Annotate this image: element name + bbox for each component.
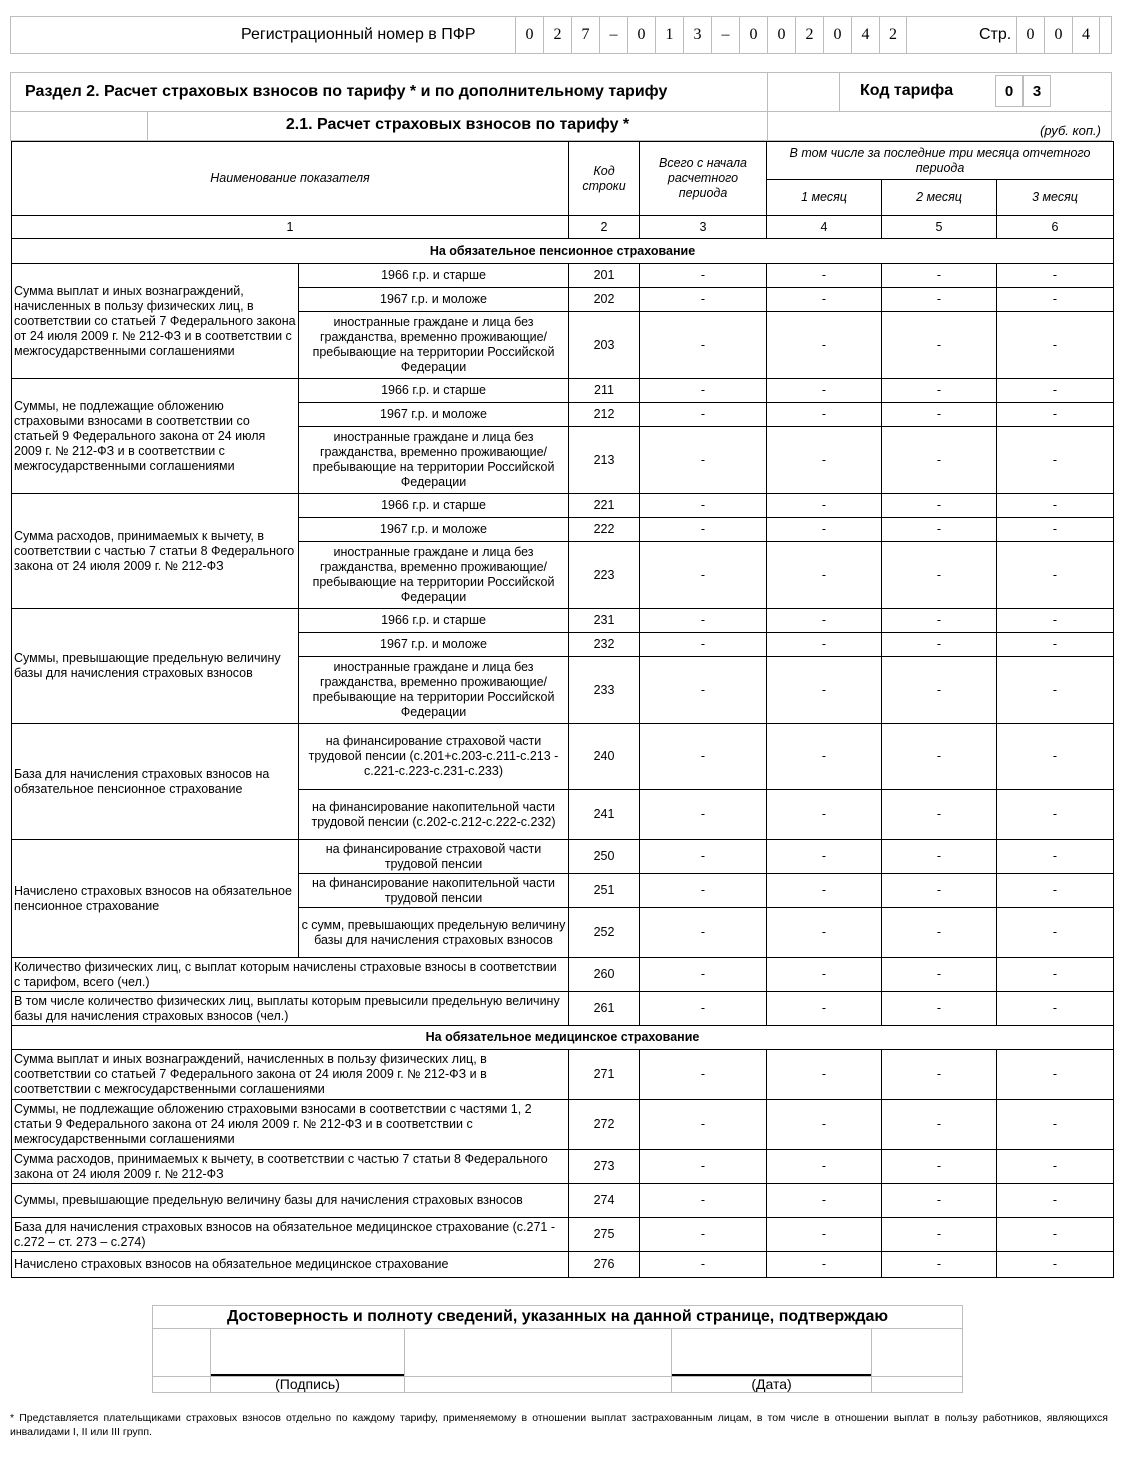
value-cell[interactable]: - — [997, 264, 1114, 288]
value-cell[interactable]: - — [997, 1252, 1114, 1278]
value-cell[interactable]: - — [882, 264, 997, 288]
row-label: 1967 г.р. и моложе — [299, 518, 569, 542]
value-cell[interactable]: - — [997, 403, 1114, 427]
value-cell[interactable]: - — [767, 312, 882, 379]
column-number: 3 — [640, 216, 767, 239]
confirmation-block — [152, 1305, 963, 1393]
value-cell[interactable]: - — [997, 542, 1114, 609]
registration-number — [515, 17, 907, 53]
row-label: База для начисления страховых взносов на обязательное медицинское страхование (с.271 - с.272 – ст. 273 – с.274) — [12, 1218, 569, 1252]
row-label: иностранные граждане и лица без гражданства, временно проживающие/пребывающие на территории Российской Федерации — [299, 427, 569, 494]
reg-dash: – — [711, 17, 739, 53]
value-cell[interactable]: - — [767, 724, 882, 790]
reg-digit[interactable]: 2 — [879, 17, 907, 53]
row-label: иностранные граждане и лица без гражданства, временно проживающие/пребывающие на территории Российской Федерации — [299, 312, 569, 379]
value-cell[interactable]: - — [640, 427, 767, 494]
band-row — [12, 239, 1114, 264]
row-label: Начислено страховых взносов на обязательное медицинское страхование — [12, 1252, 569, 1278]
value-cell[interactable]: - — [767, 958, 882, 992]
reg-digit[interactable]: 0 — [739, 17, 767, 53]
value-cell[interactable]: - — [767, 403, 882, 427]
header-month-2: 2 месяц — [882, 180, 997, 216]
group-label: Начислено страховых взносов на обязательное пенсионное страхование — [12, 840, 299, 958]
value-cell[interactable]: - — [882, 633, 997, 657]
row-code: 276 — [569, 1252, 640, 1278]
value-cell[interactable]: - — [767, 657, 882, 724]
row-code: 250 — [569, 840, 640, 874]
value-cell[interactable]: - — [997, 312, 1114, 379]
value-cell[interactable]: - — [767, 874, 882, 908]
reg-digit[interactable]: 7 — [571, 17, 599, 53]
row-label: 1967 г.р. и моложе — [299, 633, 569, 657]
value-cell[interactable]: - — [997, 427, 1114, 494]
value-cell[interactable]: - — [882, 379, 997, 403]
value-cell[interactable]: - — [640, 790, 767, 840]
row-code: 223 — [569, 542, 640, 609]
value-cell[interactable]: - — [640, 1150, 767, 1184]
value-cell[interactable]: - — [640, 908, 767, 958]
row-label: на финансирование накопительной части трудовой пенсии (с.202-с.212-с.222-с.232) — [299, 790, 569, 840]
subsection-heading — [10, 111, 1112, 141]
value-cell[interactable]: - — [640, 312, 767, 379]
reg-digit[interactable]: 0 — [823, 17, 851, 53]
column-number: 6 — [997, 216, 1114, 239]
row-label: Сумма выплат и иных вознаграждений, начисленных в пользу физических лиц, в соответствии со статьей 7 Федерального закона от 24 июля 2009 г. № 212-ФЗ и в соответствии с межгосударственными соглашениями — [12, 1050, 569, 1100]
row-code: 274 — [569, 1184, 640, 1218]
row-code: 272 — [569, 1100, 640, 1150]
table-row — [12, 724, 1114, 790]
tariff-digit[interactable]: 3 — [1023, 75, 1051, 107]
value-cell[interactable]: - — [882, 542, 997, 609]
value-cell[interactable]: - — [882, 1218, 997, 1252]
row-label: 1966 г.р. и старше — [299, 494, 569, 518]
value-cell[interactable]: - — [882, 958, 997, 992]
row-code: 252 — [569, 908, 640, 958]
value-cell[interactable]: - — [882, 288, 997, 312]
value-cell[interactable]: - — [640, 992, 767, 1026]
registration-header — [10, 16, 1112, 54]
value-cell[interactable]: - — [997, 1100, 1114, 1150]
value-cell[interactable]: - — [767, 264, 882, 288]
footnote: * Представляется плательщиками страховых взносов отдельно по каждому тарифу, применяемому в отношении выплат застрахованным лицам, в том числе в отношении выплат в пользу работников, являющихся инвалидами I, II или III групп. — [10, 1412, 1108, 1438]
reg-digit[interactable]: 2 — [543, 17, 571, 53]
row-label: 1967 г.р. и моложе — [299, 403, 569, 427]
page-number — [1016, 17, 1100, 53]
value-cell[interactable]: - — [882, 992, 997, 1026]
value-cell[interactable]: - — [997, 840, 1114, 874]
value-cell[interactable]: - — [767, 633, 882, 657]
value-cell[interactable]: - — [640, 840, 767, 874]
value-cell[interactable]: - — [882, 1252, 997, 1278]
row-code: 211 — [569, 379, 640, 403]
value-cell[interactable]: - — [767, 379, 882, 403]
page-digit[interactable]: 0 — [1044, 17, 1072, 53]
row-code: 233 — [569, 657, 640, 724]
section-title: Раздел 2. Расчет страховых взносов по тарифу * и по дополнительному тарифу — [25, 83, 668, 100]
row-code: 213 — [569, 427, 640, 494]
value-cell[interactable]: - — [640, 1184, 767, 1218]
header-code: Код строки — [569, 142, 640, 216]
column-number-row — [12, 216, 1114, 239]
value-cell[interactable]: - — [640, 724, 767, 790]
table-row — [12, 264, 1114, 288]
row-label: иностранные граждане и лица без гражданства, временно проживающие/пребывающие на территории Российской Федерации — [299, 657, 569, 724]
value-cell[interactable]: - — [997, 518, 1114, 542]
value-cell[interactable]: - — [882, 840, 997, 874]
page-digit[interactable]: 0 — [1016, 17, 1044, 53]
divider — [871, 1328, 872, 1392]
header-month-3: 3 месяц — [997, 180, 1114, 216]
row-label: иностранные граждане и лица без гражданства, временно проживающие/пребывающие на территории Российской Федерации — [299, 542, 569, 609]
row-code: 212 — [569, 403, 640, 427]
group-label: Суммы, превышающие предельную величину базы для начисления страховых взносов — [12, 609, 299, 724]
row-label: Сумма расходов, принимаемых к вычету, в соответствии с частью 7 статьи 8 Федерального закона от 24 июля 2009 г. № 212-ФЗ — [12, 1150, 569, 1184]
date-caption: (Дата) — [751, 1376, 792, 1392]
section-heading — [10, 72, 1112, 112]
value-cell[interactable]: - — [767, 609, 882, 633]
value-cell[interactable]: - — [767, 1100, 882, 1150]
row-code: 203 — [569, 312, 640, 379]
value-cell[interactable]: - — [767, 1050, 882, 1100]
header-total: Всего с начала расчетного периода — [640, 142, 767, 216]
row-label: на финансирование накопительной части трудовой пенсии — [299, 874, 569, 908]
value-cell[interactable]: - — [997, 1218, 1114, 1252]
row-label: Суммы, превышающие предельную величину базы для начисления страховых взносов — [12, 1184, 569, 1218]
row-code: 260 — [569, 958, 640, 992]
divider — [153, 1328, 962, 1329]
band-pension: На обязательное пенсионное страхование — [12, 239, 1114, 264]
value-cell[interactable]: - — [640, 1050, 767, 1100]
value-cell[interactable]: - — [640, 1100, 767, 1150]
table-header-row — [12, 142, 1114, 180]
column-number: 2 — [569, 216, 640, 239]
value-cell[interactable]: - — [640, 958, 767, 992]
reg-digit[interactable]: 0 — [627, 17, 655, 53]
value-cell[interactable]: - — [997, 790, 1114, 840]
value-cell[interactable]: - — [767, 494, 882, 518]
row-label: 1967 г.р. и моложе — [299, 288, 569, 312]
tariff-code-box — [839, 73, 1113, 111]
value-cell[interactable]: - — [767, 908, 882, 958]
value-cell[interactable]: - — [640, 403, 767, 427]
value-cell[interactable]: - — [997, 1150, 1114, 1184]
value-cell[interactable]: - — [882, 1150, 997, 1184]
value-cell[interactable]: - — [997, 288, 1114, 312]
contributions-table — [11, 141, 1114, 1278]
group-label: Сумма расходов, принимаемых к вычету, в соответствии с частью 7 статьи 8 Федерального закона от 24 июля 2009 г. № 212-ФЗ — [12, 494, 299, 609]
value-cell[interactable]: - — [767, 427, 882, 494]
value-cell[interactable]: - — [882, 724, 997, 790]
value-cell[interactable]: - — [882, 1050, 997, 1100]
value-cell[interactable]: - — [882, 790, 997, 840]
row-label: Количество физических лиц, с выплат которым начислены страховые взносы в соответствии с тарифом, всего (чел.) — [12, 958, 569, 992]
row-label: на финансирование страховой части трудовой пенсии (с.201+с.203-с.211-с.213 - с.221-с.223-с.231-с.233) — [299, 724, 569, 790]
column-number: 4 — [767, 216, 882, 239]
value-cell[interactable]: - — [767, 790, 882, 840]
row-label: Суммы, не подлежащие обложению страховыми взносами в соответствии с частями 1, 2 статьи 9 Федерального закона от 24 июля 2009 г. № 212-ФЗ и в соответствии с межгосударственными соглашениями — [12, 1100, 569, 1150]
row-label: 1966 г.р. и старше — [299, 264, 569, 288]
page-label: Стр. — [979, 26, 1012, 43]
divider — [767, 73, 768, 111]
reg-digit[interactable]: 4 — [851, 17, 879, 53]
value-cell[interactable]: - — [640, 657, 767, 724]
value-cell[interactable]: - — [997, 958, 1114, 992]
table-row — [12, 958, 1114, 992]
row-code: 241 — [569, 790, 640, 840]
value-cell[interactable]: - — [640, 518, 767, 542]
column-number: 1 — [12, 216, 569, 239]
value-cell[interactable]: - — [767, 288, 882, 312]
value-cell[interactable]: - — [882, 1184, 997, 1218]
reg-dash: – — [599, 17, 627, 53]
value-cell[interactable]: - — [767, 1150, 882, 1184]
row-code: 231 — [569, 609, 640, 633]
table-row — [12, 609, 1114, 633]
subsection-title: 2.1. Расчет страховых взносов по тарифу * — [285, 116, 630, 133]
header-month-1: 1 месяц — [767, 180, 882, 216]
value-cell[interactable]: - — [767, 542, 882, 609]
value-cell[interactable]: - — [882, 908, 997, 958]
table-row — [12, 379, 1114, 403]
value-cell[interactable]: - — [882, 518, 997, 542]
value-cell[interactable]: - — [767, 1252, 882, 1278]
value-cell[interactable]: - — [882, 427, 997, 494]
header-last-three-months: В том числе за последние три месяца отчетного периода — [767, 142, 1114, 180]
tariff-code-label: Код тарифа — [860, 82, 954, 99]
reg-digit[interactable]: 0 — [767, 17, 795, 53]
table-row — [12, 992, 1114, 1026]
row-code: 273 — [569, 1150, 640, 1184]
value-cell[interactable]: - — [882, 874, 997, 908]
value-cell[interactable]: - — [767, 518, 882, 542]
row-label: В том числе количество физических лиц, выплаты которым превысили предельную величину базы для начисления страховых взносов (чел.) — [12, 992, 569, 1026]
table-row — [12, 1150, 1114, 1184]
value-cell[interactable]: - — [640, 542, 767, 609]
group-label: Сумма выплат и иных вознаграждений, начисленных в пользу физических лиц, в соответствии со статьей 7 Федерального закона от 24 июля 2009 г. № 212-ФЗ и в соответствии с межгосударственными соглашениями — [12, 264, 299, 379]
reg-digit[interactable]: 0 — [515, 17, 543, 53]
divider — [404, 1328, 405, 1392]
value-cell[interactable]: - — [640, 264, 767, 288]
table-row — [12, 1184, 1114, 1218]
value-cell[interactable]: - — [997, 494, 1114, 518]
value-cell[interactable]: - — [640, 609, 767, 633]
units-label: (руб. коп.) — [1040, 123, 1101, 138]
value-cell[interactable]: - — [997, 1184, 1114, 1218]
row-label: 1966 г.р. и старше — [299, 609, 569, 633]
row-code: 275 — [569, 1218, 640, 1252]
value-cell[interactable]: - — [640, 874, 767, 908]
row-code: 261 — [569, 992, 640, 1026]
table-row — [12, 1100, 1114, 1150]
row-code: 251 — [569, 874, 640, 908]
table-row — [12, 1252, 1114, 1278]
band-row — [12, 1026, 1114, 1050]
group-label: База для начисления страховых взносов на обязательное пенсионное страхование — [12, 724, 299, 840]
value-cell[interactable]: - — [640, 1218, 767, 1252]
reg-digit[interactable]: 3 — [683, 17, 711, 53]
table-row — [12, 1050, 1114, 1100]
value-cell[interactable]: - — [882, 494, 997, 518]
table-row — [12, 494, 1114, 518]
value-cell[interactable]: - — [997, 609, 1114, 633]
value-cell[interactable]: - — [997, 992, 1114, 1026]
value-cell[interactable]: - — [997, 633, 1114, 657]
header-name: Наименование показателя — [12, 142, 569, 216]
value-cell[interactable]: - — [997, 908, 1114, 958]
table-row — [12, 840, 1114, 874]
row-code: 222 — [569, 518, 640, 542]
value-cell[interactable]: - — [997, 724, 1114, 790]
group-label: Суммы, не подлежащие обложению страховыми взносами в соответствии со статьей 9 Федерального закона от 24 июля 2009 г. № 212-ФЗ и в соответствии с межгосударственными соглашениями — [12, 379, 299, 494]
value-cell[interactable]: - — [640, 633, 767, 657]
table-row — [12, 1218, 1114, 1252]
value-cell[interactable]: - — [882, 609, 997, 633]
page-digit[interactable]: 4 — [1072, 17, 1100, 53]
value-cell[interactable]: - — [640, 288, 767, 312]
value-cell[interactable]: - — [997, 874, 1114, 908]
row-label: с сумм, превышающих предельную величину базы для начисления страховых взносов — [299, 908, 569, 958]
row-code: 201 — [569, 264, 640, 288]
value-cell[interactable]: - — [882, 312, 997, 379]
registration-label: Регистрационный номер в ПФР — [241, 26, 476, 43]
signature-caption: (Подпись) — [275, 1376, 340, 1392]
row-code: 271 — [569, 1050, 640, 1100]
value-cell[interactable]: - — [997, 379, 1114, 403]
value-cell[interactable]: - — [640, 1252, 767, 1278]
value-cell[interactable]: - — [767, 840, 882, 874]
row-label: 1966 г.р. и старше — [299, 379, 569, 403]
column-number: 5 — [882, 216, 997, 239]
tariff-digit[interactable]: 0 — [995, 75, 1023, 107]
divider — [767, 111, 768, 140]
value-cell[interactable]: - — [767, 1218, 882, 1252]
reg-digit[interactable]: 2 — [795, 17, 823, 53]
value-cell[interactable]: - — [640, 494, 767, 518]
row-code: 202 — [569, 288, 640, 312]
value-cell[interactable]: - — [882, 403, 997, 427]
value-cell[interactable]: - — [882, 1100, 997, 1150]
value-cell[interactable]: - — [640, 379, 767, 403]
value-cell[interactable]: - — [997, 657, 1114, 724]
band-medical: На обязательное медицинское страхование — [12, 1026, 1114, 1050]
value-cell[interactable]: - — [882, 657, 997, 724]
row-code: 240 — [569, 724, 640, 790]
value-cell[interactable]: - — [767, 1184, 882, 1218]
row-code: 221 — [569, 494, 640, 518]
row-label: на финансирование страховой части трудовой пенсии — [299, 840, 569, 874]
value-cell[interactable]: - — [767, 992, 882, 1026]
value-cell[interactable]: - — [997, 1050, 1114, 1100]
reg-digit[interactable]: 1 — [655, 17, 683, 53]
row-code: 232 — [569, 633, 640, 657]
confirmation-title: Достоверность и полноту сведений, указанных на данной странице, подтверждаю — [226, 1308, 889, 1325]
